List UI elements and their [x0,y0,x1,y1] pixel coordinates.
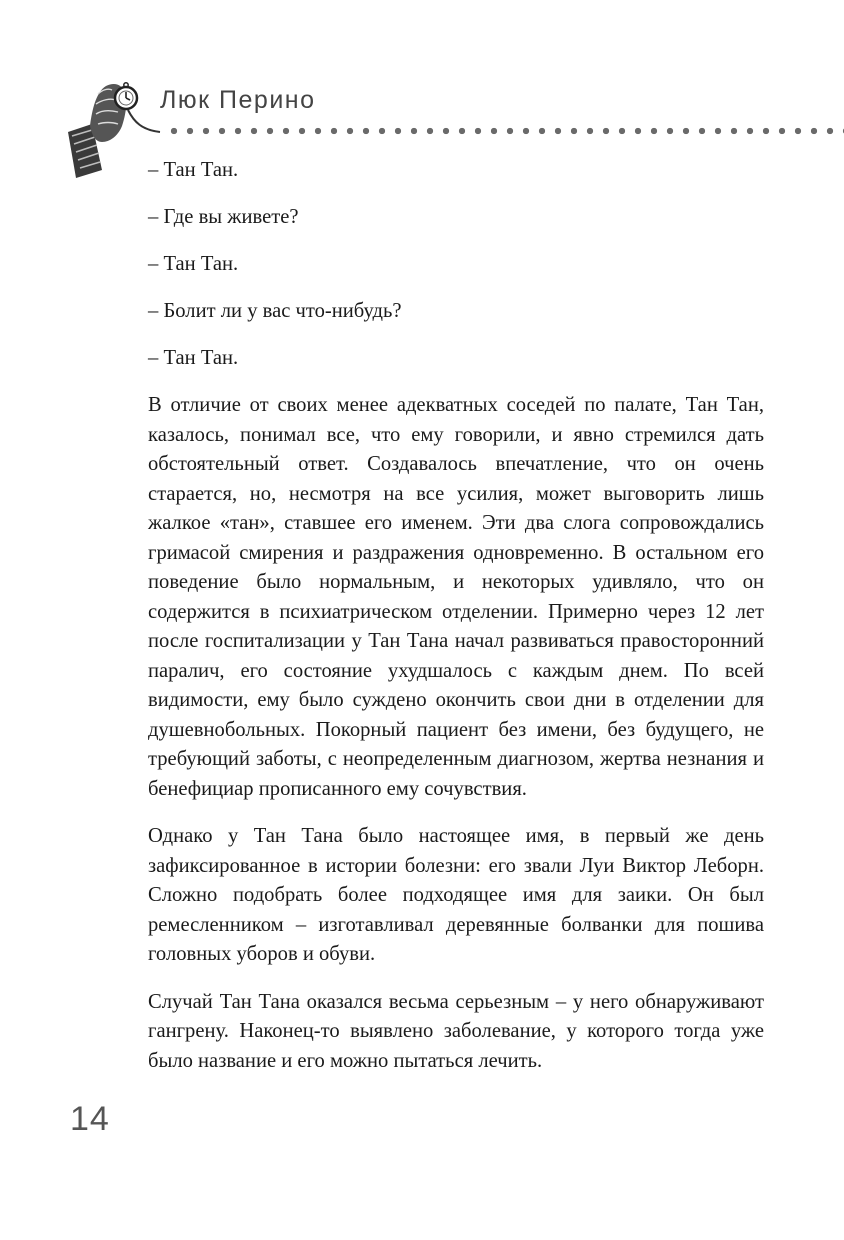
hand-holding-pocket-watch-icon [62,70,162,180]
dialog-line-5: – Тан Тан. [148,347,239,369]
dialog-line-4: – Болит ли у вас что-нибудь? [148,300,402,322]
running-header-author: Люк Перино [160,86,316,114]
paragraph-2: Однако у Тан Тана было настоящее имя, в первый же день зафиксированное в истории болезни: его звали Луи Виктор Леборн. Сложно подобрать более подходящее имя для заики. Он был ремесленником – изготавливал деревянные болванки для пошива головных уборов и обуви. [148,825,764,965]
page-text [148,156,764,1094]
dotted-divider [166,125,844,137]
dialog-line-3: – Тан Тан. [148,253,239,275]
paragraph-1: В отличие от своих менее адекватных соседей по палате, Тан Тан, казалось, понимал все, что ему говорили, и явно стремился дать обстоятельный ответ. Создавалось впечатление, что он очень старается, но, несмотря на все усилия, может выговорить лишь жалкое «тан», ставшее его именем. Эти два слога сопровождались гримасой смирения и раздражения одновременно. В остальном его поведение было нормальным, и некоторых удивляло, что он содержится в психиатрическом отделении. Примерно через 12 лет после госпитализации у Тан Тана начал развиваться правосторонний паралич, его состояние ухудшалось с каждым днем. По всей видимости, ему было суждено окончить свои дни в отделении для душевнобольных. Покорный пациент без имени, без будущего, не требующий заботы, с неопределенным диагнозом, жертва незнания и бенефициар прописанного ему сочувствия. [148,394,764,800]
paragraph-3: Случай Тан Тана оказался весьма серьезным – у него обнаруживают гангрену. Наконец-то выявлено заболевание, у которого тогда уже было название и его можно пытаться лечить. [148,990,764,1072]
dialog-line-1: – Тан Тан. [148,159,239,181]
dialog-line-2: – Где вы живете? [148,206,299,228]
page-number: 14 [70,1100,110,1138]
